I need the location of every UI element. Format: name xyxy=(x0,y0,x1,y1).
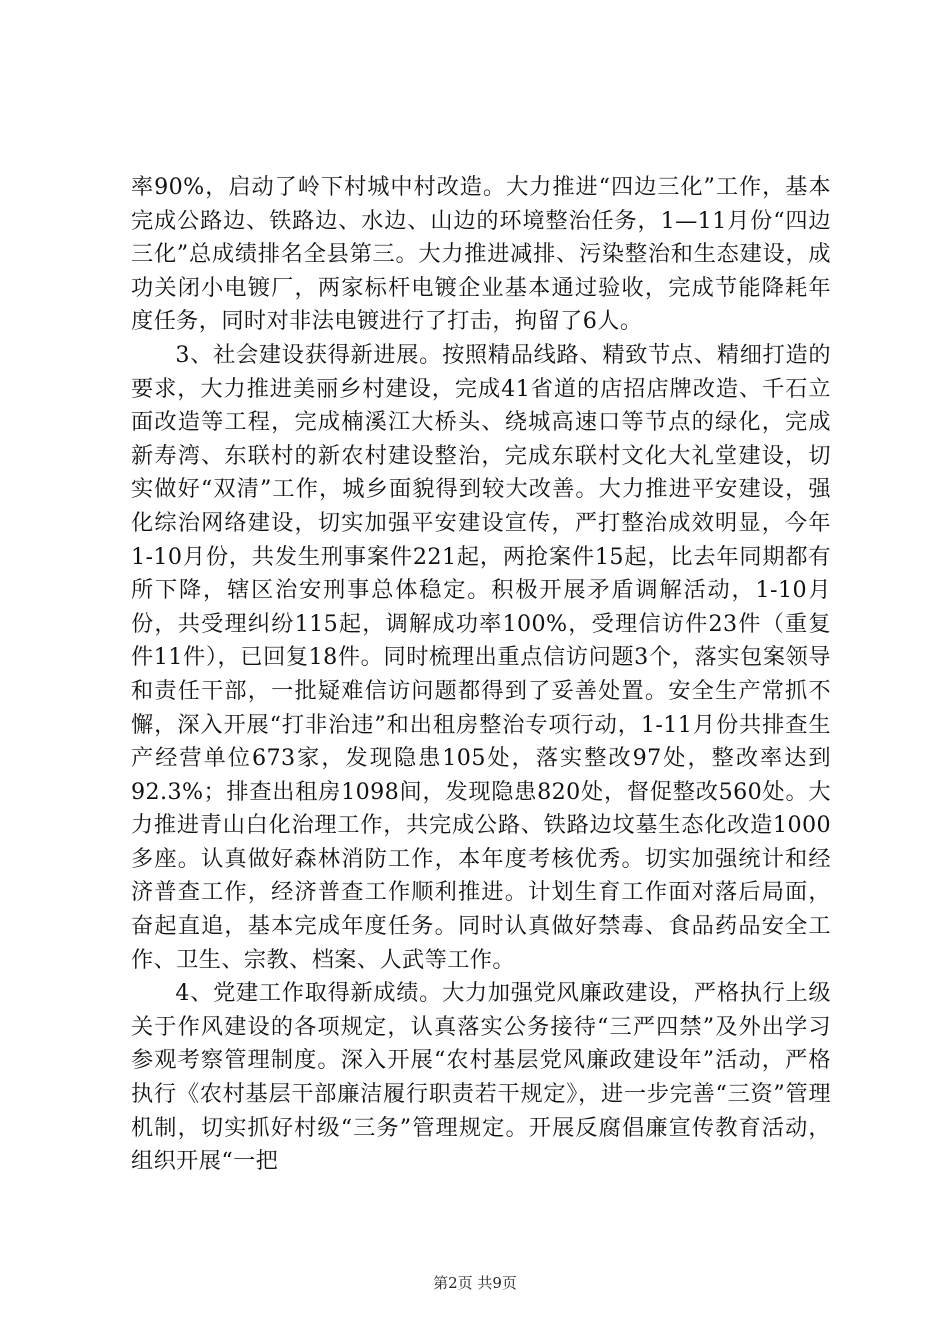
page-number-label: 第2页 共9页 xyxy=(433,1274,517,1292)
document-body xyxy=(131,171,831,1179)
page-footer xyxy=(0,1272,950,1293)
paragraph-social-construction: 3、社会建设获得新进展。按照精品线路、精致节点、精细打造的要求，大力推进美丽乡村建设，完成41省道的店招店牌改造、千石立面改造等工程，完成楠溪江大桥头、绕城高速口等节点的绿化，完成新寿湾、东联村的新农村建设整治，完成东联村文化大礼堂建设，切实做好“双清”工作，城乡面貌得到较大改善。大力推进平安建设，强化综治网络建设，切实加强平安建设宣传，严打整治成效明显，今年1-10月份，共发生刑事案件221起，两抢案件15起，比去年同期都有所下降，辖区治安刑事总体稳定。积极开展矛盾调解活动，1-10月份，共受理纠纷115起，调解成功率100%，受理信访件23件（重复件11件），已回复18件。同时梳理出重点信访问题3个，落实包案领导和责任干部，一批疑难信访问题都得到了妥善处置。安全生产常抓不懈，深入开展“打非治违”和出租房整治专项行动，1-11月份共排查生产经营单位673家，发现隐患105处，落实整改97处，整改率达到92.3%；排查出租房1098间，发现隐患820处，督促整改560处。大力推进青山白化治理工作，共完成公路、铁路边坟墓生态化改造1000多座。认真做好森林消防工作，本年度考核优秀。切实加强统计和经济普查工作，经济普查工作顺利推进。计划生育工作面对落后局面，奋起直追，基本完成年度任务。同时认真做好禁毒、食品药品安全工作、卫生、宗教、档案、人武等工作。 xyxy=(131,341,831,973)
paragraph-party-building: 4、党建工作取得新成绩。大力加强党风廉政建设，严格执行上级关于作风建设的各项规定，认真落实公务接待“三严四禁”及外出学习参观考察管理制度。深入开展“农村基层党风廉政建设年”活动，严格执行《农村基层干部廉洁履行职责若干规定》，进一步完善“三资”管理机制，切实抓好村级“三务”管理规定。开展反腐倡廉宣传教育活动，组织开展“一把 xyxy=(131,980,831,1175)
paragraph-continuation: 率90%，启动了岭下村城中村改造。大力推进“四边三化”工作，基本完成公路边、铁路边、水边、山边的环境整治任务，1—11月份“四边三化”总成绩排名全县第三。大力推进减排、污染整治和生态建设，成功关闭小电镀厂，两家标杆电镀企业基本通过验收，完成节能降耗年度任务，同时对非法电镀进行了打击，拘留了6人。 xyxy=(131,174,831,335)
